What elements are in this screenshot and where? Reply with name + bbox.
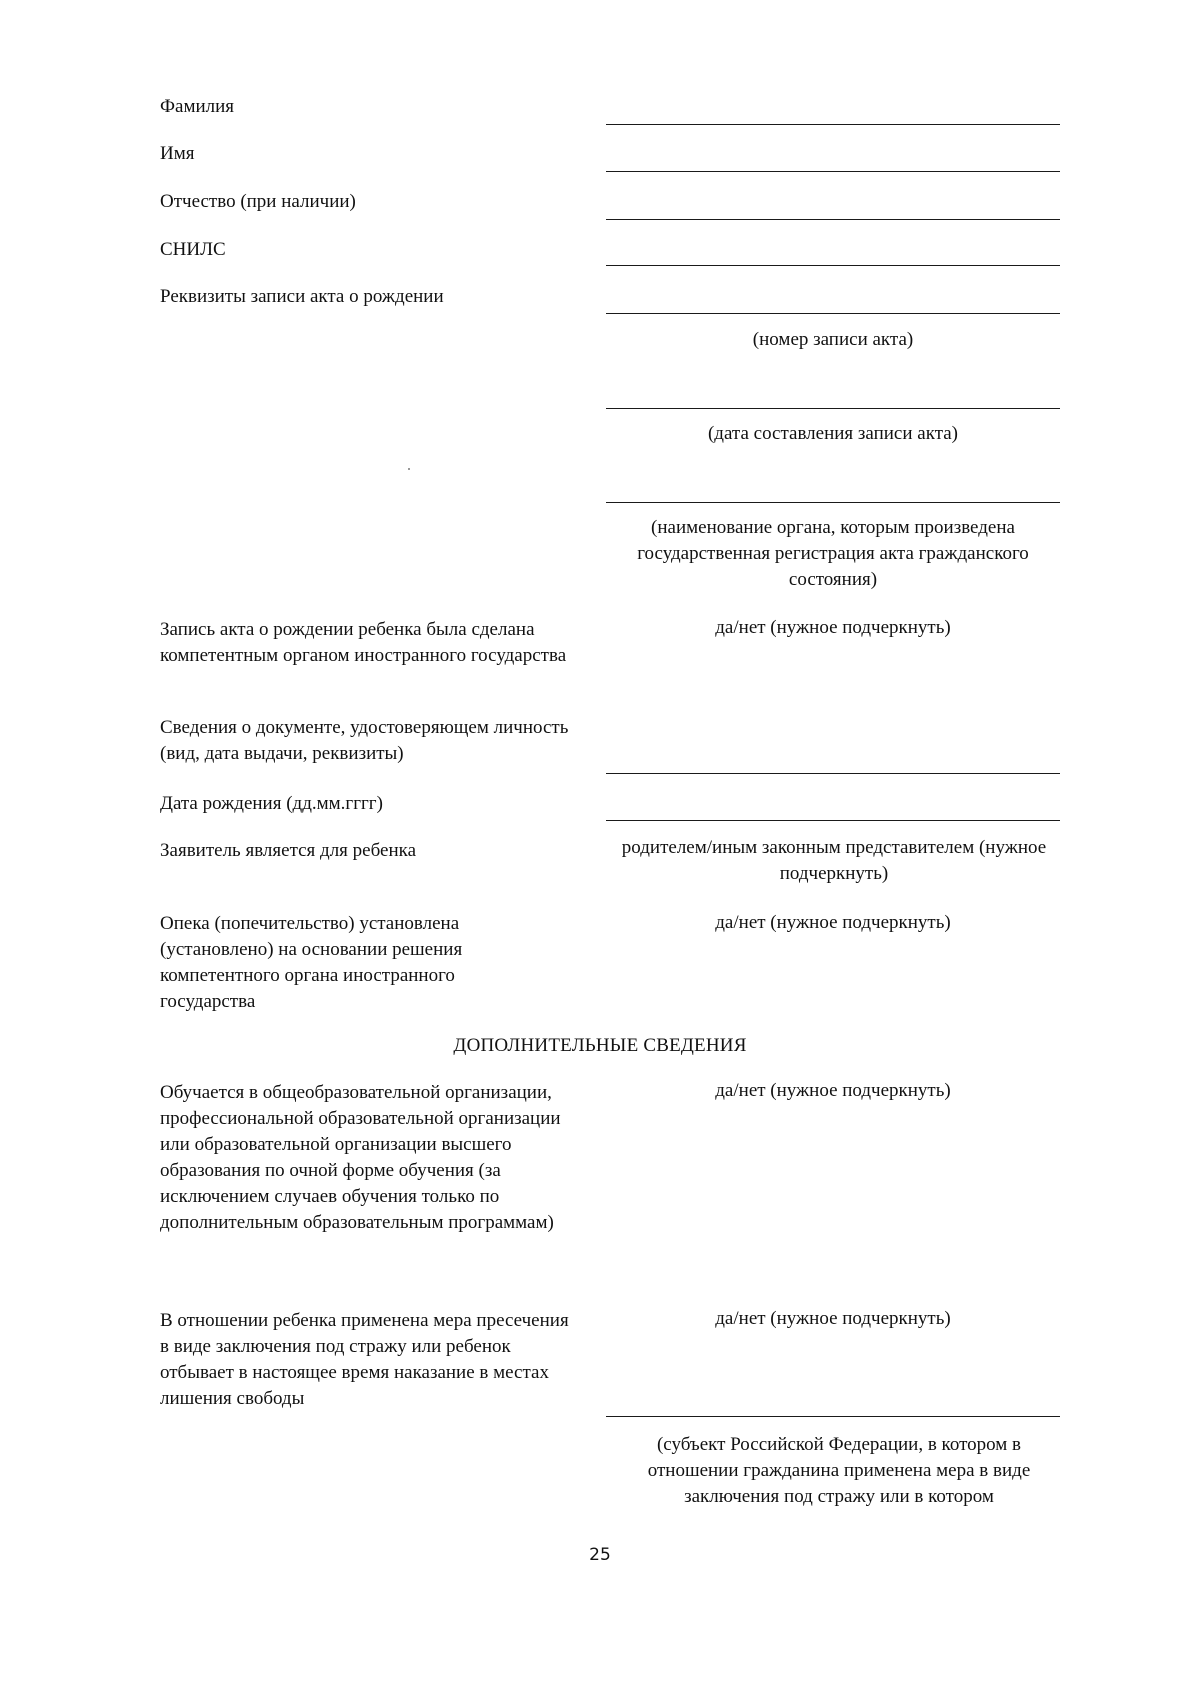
snils-line[interactable] <box>606 265 1060 266</box>
studies-label: Обучается в общеобразовательной организации, профессиональной образовательной организации или образовательной организации высшего образования по очной форме обучения (за исключением случаев обучения только по дополнительным образовательным программам) <box>160 1082 561 1233</box>
additional-heading: ДОПОЛНИТЕЛЬНЫЕ СВЕДЕНИЯ <box>453 1035 747 1056</box>
birth-record-label: Реквизиты записи акта о рождении <box>160 286 444 307</box>
snils-label: СНИЛС <box>160 239 226 260</box>
region-caption: (субъект Российской Федерации, в котором в отношении гражданина применена мера в виде заключения под стражу или в котором <box>647 1434 1031 1507</box>
region-line[interactable] <box>606 1416 1060 1417</box>
applicant-role-answer[interactable]: родителем/иным законным представителем (нужное подчеркнуть) <box>621 837 1047 884</box>
detention-answer[interactable]: да/нет (нужное подчеркнуть) <box>715 1308 951 1329</box>
foreign-record-answer[interactable]: да/нет (нужное подчеркнуть) <box>715 617 951 638</box>
id-document-line[interactable] <box>606 773 1060 774</box>
patronymic-label: Отчество (при наличии) <box>160 191 356 212</box>
applicant-role-label: Заявитель является для ребенка <box>160 840 416 861</box>
surname-label: Фамилия <box>160 96 235 117</box>
page-number: 25 <box>589 1545 611 1565</box>
registry-body-caption: (наименование органа, которым произведена государственная регистрация акта гражданского состояния) <box>637 517 1029 590</box>
detention-label: В отношении ребенка применена мера пресечения в виде заключения под стражу или ребенок отбывает в настоящее время наказание в местах лишения свободы <box>160 1310 569 1409</box>
id-document-label: Сведения о документе, удостоверяющем личность (вид, дата выдачи, реквизиты) <box>160 717 569 764</box>
birth-date-label: Дата рождения (дд.мм.гггг) <box>160 793 383 814</box>
record-number-line[interactable] <box>606 313 1060 314</box>
name-line[interactable] <box>606 171 1060 172</box>
foreign-record-label: Запись акта о рождении ребенка была сделана компетентным органом иностранного государства <box>160 619 567 666</box>
guardianship-label: Опека (попечительство) установлена (установлено) на основании решения компетентного органа иностранного государства <box>160 913 463 1012</box>
patronymic-line[interactable] <box>606 219 1060 220</box>
record-date-caption: (дата составления записи акта) <box>707 423 958 444</box>
birth-date-line[interactable] <box>606 820 1060 821</box>
name-label: Имя <box>160 143 195 164</box>
scan-speck <box>408 468 410 470</box>
studies-answer[interactable]: да/нет (нужное подчеркнуть) <box>715 1080 951 1101</box>
record-date-line[interactable] <box>606 408 1060 409</box>
surname-line[interactable] <box>606 124 1060 125</box>
registry-body-line[interactable] <box>606 502 1060 503</box>
guardianship-answer[interactable]: да/нет (нужное подчеркнуть) <box>715 912 951 933</box>
record-number-caption: (номер записи акта) <box>752 329 914 350</box>
